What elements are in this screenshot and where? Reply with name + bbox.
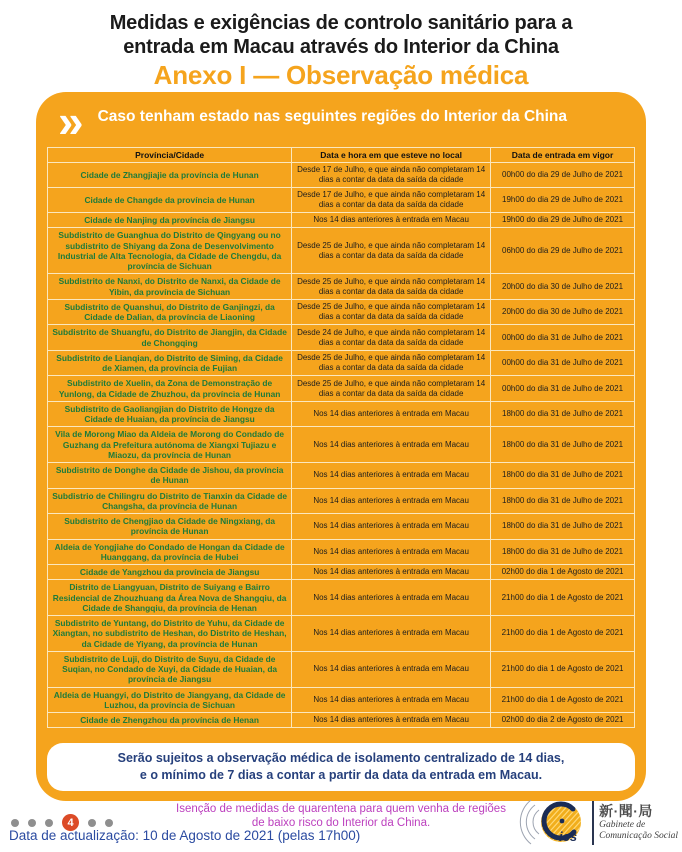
effective-date-cell: 02h00 do dia 1 de Agosto de 2021 <box>491 565 635 580</box>
region-cell: Subdistrito de Gaoliangjian do Distrito de Hongze da Cidade de Huaian, da província de Jiangsu <box>48 401 292 427</box>
column-header-provincia-cidade: Província/Cidade <box>48 148 292 163</box>
effective-date-cell: 19h00 do dia 29 de Julho de 2021 <box>491 188 635 213</box>
table-row <box>48 325 635 351</box>
region-cell: Cidade de Nanjing da província de Jiangsu <box>48 213 292 228</box>
region-cell: Subdistrito de Nanxi, do Distrito de Nanxi, da Cidade de Yibin, da província de Sichuan <box>48 274 292 300</box>
effective-date-cell: 21h00 do dia 1 de Agosto de 2021 <box>491 687 635 713</box>
table-row <box>48 299 635 325</box>
logo-pt-name-line2: Comunicação Social <box>599 831 678 842</box>
effective-date-cell: 02h00 do dia 2 de Agosto de 2021 <box>491 713 635 728</box>
isolation-notice-line2: e o mínimo de 7 dias a contar a partir da data da entrada em Macau. <box>139 768 543 783</box>
page-title-line2: entrada em Macau através do Interior da China <box>123 36 559 58</box>
region-cell: Cidade de Yangzhou da província de Jiangsu <box>48 565 292 580</box>
page-subtitle: Anexo I — Observação médica <box>153 60 529 90</box>
region-cell: Subdistrito de Yuntang, do Distrito de Yuhu, da Cidade de Xiangtan, no subdistrito de Heshan, do Distrito de Heshan, da Cidade de Yiyang, da província de Hunan <box>48 616 292 652</box>
table-row <box>48 651 635 687</box>
effective-date-cell: 21h00 do dia 1 de Agosto de 2021 <box>491 616 635 652</box>
exemption-note-line1: Isenção de medidas de quarentena para quem venha de regiões <box>176 803 506 815</box>
region-cell: Cidade de Zhengzhou da província de Henan <box>48 713 292 728</box>
period-cell: Desde 17 de Julho, e que ainda não completaram 14 dias a contar da data da saída da cidade <box>292 163 491 188</box>
page-title-line1: Medidas e exigências de controlo sanitário para a <box>109 12 573 34</box>
table-row <box>48 350 635 376</box>
region-cell: Subdistrio de Chilingru do Distrito de Tianxin da Cidade de Changsha, da província de Hunan <box>48 488 292 514</box>
period-cell: Nos 14 dias anteriores à entrada em Macau <box>292 616 491 652</box>
effective-date-cell: 21h00 do dia 1 de Agosto de 2021 <box>491 580 635 616</box>
effective-date-cell: 18h00 do dia 31 de Julho de 2021 <box>491 514 635 540</box>
isolation-notice-line1: Serão sujeitos a observação médica de isolamento centralizado de 14 dias, <box>117 751 565 766</box>
effective-date-cell: 00h00 do dia 31 de Julho de 2021 <box>491 350 635 376</box>
pager-dot <box>11 819 19 827</box>
table-row <box>48 427 635 463</box>
table-row <box>48 376 635 402</box>
period-cell: Desde 17 de Julho, e que ainda não completaram 14 dias a contar da data da saída da cidade <box>292 188 491 213</box>
column-header-data-hora: Data e hora em que esteve no local <box>292 148 491 163</box>
region-cell: Subdistrito de Guanghua do Distrito de Qingyang ou no subdistrito de Shiyang da Zona de Desenvolvimento Industrial de Alta Tecnologia, da Cidade de Chengdu, da província de Sichuan <box>48 228 292 274</box>
effective-date-cell: 20h00 do dia 30 de Julho de 2021 <box>491 299 635 325</box>
period-cell: Nos 14 dias anteriores à entrada em Macau <box>292 488 491 514</box>
region-cell: Subdistrito de Xuelin, da Zona de Demonstração de Yunlong, da Cidade de Zhuzhou, da província de Hunan <box>48 376 292 402</box>
region-cell: Aldeia de Yongjiahe do Condado de Hongan da Cidade de Huanggang, da província de Hubei <box>48 539 292 565</box>
effective-date-cell: 20h00 do dia 30 de Julho de 2021 <box>491 274 635 300</box>
logo-chinese-name: 新·聞·局 <box>599 803 653 820</box>
table-row <box>48 213 635 228</box>
pager-current-page: 4 <box>62 814 79 831</box>
effective-date-cell: 00h00 do dia 31 de Julho de 2021 <box>491 325 635 351</box>
table-row <box>48 616 635 652</box>
region-cell: Subdistrito de Shuangfu, do Distrito de Jiangjin, da Cidade de Chongqing <box>48 325 292 351</box>
isolation-notice <box>47 743 635 791</box>
period-cell: Desde 25 de Julho, e que ainda não completaram 14 dias a contar da data da saída da cidade <box>292 274 491 300</box>
regions-table <box>47 147 635 728</box>
table-row <box>48 401 635 427</box>
period-cell: Desde 25 de Julho, e que ainda não completaram 14 dias a contar da data da saída da cidade <box>292 376 491 402</box>
table-row <box>48 565 635 580</box>
period-cell: Nos 14 dias anteriores à entrada em Macau <box>292 651 491 687</box>
region-cell: Cidade de Zhangjiajie da província de Hunan <box>48 163 292 188</box>
table-row <box>48 188 635 213</box>
logo-pt-name-line1: Gabinete de <box>599 820 646 831</box>
page-title <box>0 0 682 59</box>
exemption-note-line2: de baixo risco do Interior da China. <box>251 816 431 829</box>
regions-panel <box>36 92 646 801</box>
effective-date-cell: 00h00 do dia 29 de Julho de 2021 <box>491 163 635 188</box>
period-cell: Nos 14 dias anteriores à entrada em Macau <box>292 565 491 580</box>
effective-date-cell: 18h00 do dia 31 de Julho de 2021 <box>491 463 635 489</box>
period-cell: Desde 25 de Julho, e que ainda não completaram 14 dias a contar da data da saída da cidade <box>292 228 491 274</box>
gcs-logo-monogram: ics <box>559 829 578 844</box>
update-date: Data de actualização: 10 de Agosto de 2021 (pelas 17h00) <box>9 828 361 843</box>
table-row <box>48 539 635 565</box>
period-cell: Nos 14 dias anteriores à entrada em Macau <box>292 514 491 540</box>
region-cell: Subdistrito de Chengjiao da Cidade de Ningxiang, da província de Hunan <box>48 514 292 540</box>
table-header-row <box>48 148 635 163</box>
period-cell: Desde 25 de Julho, e que ainda não completaram 14 dias a contar da data da saída da cidade <box>292 299 491 325</box>
effective-date-cell: 19h00 do dia 29 de Julho de 2021 <box>491 213 635 228</box>
panel-header <box>36 92 646 147</box>
effective-date-cell: 18h00 do dia 31 de Julho de 2021 <box>491 427 635 463</box>
effective-date-cell: 06h00 do dia 29 de Julho de 2021 <box>491 228 635 274</box>
period-cell: Nos 14 dias anteriores à entrada em Macau <box>292 401 491 427</box>
column-header-entrada-vigor: Data de entrada em vigor <box>491 148 635 163</box>
panel-header-title: Caso tenham estado nas seguintes regiões do Interior da China <box>97 108 568 125</box>
table-row <box>48 580 635 616</box>
effective-date-cell: 18h00 do dia 31 de Julho de 2021 <box>491 539 635 565</box>
effective-date-cell: 18h00 do dia 31 de Julho de 2021 <box>491 488 635 514</box>
period-cell: Nos 14 dias anteriores à entrada em Macau <box>292 687 491 713</box>
logo-text <box>599 803 678 842</box>
region-cell: Subdistrito de Luji, do Distrito de Suyu, da Cidade de Suqian, no Condado de Xuyi, da Cidade de Huaian, da província de Jiangsu <box>48 651 292 687</box>
period-cell: Nos 14 dias anteriores à entrada em Macau <box>292 713 491 728</box>
table-row <box>48 228 635 274</box>
period-cell: Nos 14 dias anteriores à entrada em Macau <box>292 463 491 489</box>
table-row <box>48 463 635 489</box>
period-cell: Desde 24 de Julho, e que ainda não completaram 14 dias a contar da data da saída da cidade <box>292 325 491 351</box>
table-row <box>48 514 635 540</box>
double-chevron-icon: » <box>58 95 84 147</box>
table-row <box>48 163 635 188</box>
pager-dot <box>105 819 113 827</box>
region-cell: Subdistrito de Lianqian, do Distrito de Siming, da Cidade de Xiamen, da província de Fujian <box>48 350 292 376</box>
logo-divider <box>592 801 594 845</box>
region-cell: Vila de Morong Miao da Aldeia de Morong do Condado de Guzhang da Prefeitura autónoma de Xiangxi Tujiazu e Miaozu, da província de Hunan <box>48 427 292 463</box>
period-cell: Nos 14 dias anteriores à entrada em Macau <box>292 213 491 228</box>
region-cell: Subdistrito de Donghe da Cidade de Jishou, da província de Hunan <box>48 463 292 489</box>
gcs-logo-icon <box>515 796 587 850</box>
table-row <box>48 488 635 514</box>
table-row <box>48 687 635 713</box>
table-row <box>48 274 635 300</box>
region-cell: Distrito de Liangyuan, Distrito de Suiyang e Bairro Residencial de Zhouzhuang da Área Nova de Shangqiu, da Cidade de Shangqiu, da província de Henan <box>48 580 292 616</box>
period-cell: Desde 25 de Julho, e que ainda não completaram 14 dias a contar da data da saída da cidade <box>292 350 491 376</box>
pager-dot <box>45 819 53 827</box>
region-cell: Subdistrito de Quanshui, do Distrito de Ganjingzi, da Cidade de Dalian, da província de Liaoning <box>48 299 292 325</box>
effective-date-cell: 21h00 do dia 1 de Agosto de 2021 <box>491 651 635 687</box>
period-cell: Nos 14 dias anteriores à entrada em Macau <box>292 427 491 463</box>
effective-date-cell: 18h00 do dia 31 de Julho de 2021 <box>491 401 635 427</box>
period-cell: Nos 14 dias anteriores à entrada em Macau <box>292 539 491 565</box>
effective-date-cell: 00h00 do dia 31 de Julho de 2021 <box>491 376 635 402</box>
pager-dot <box>28 819 36 827</box>
gcs-logo <box>515 796 678 850</box>
region-cell: Cidade de Changde da província de Hunan <box>48 188 292 213</box>
region-cell: Aldeia de Huangyi, do Distrito de Jiangyang, da Cidade de Luzhou, da província de Sichuan <box>48 687 292 713</box>
period-cell: Nos 14 dias anteriores à entrada em Macau <box>292 580 491 616</box>
pager-dot <box>88 819 96 827</box>
table-row <box>48 713 635 728</box>
